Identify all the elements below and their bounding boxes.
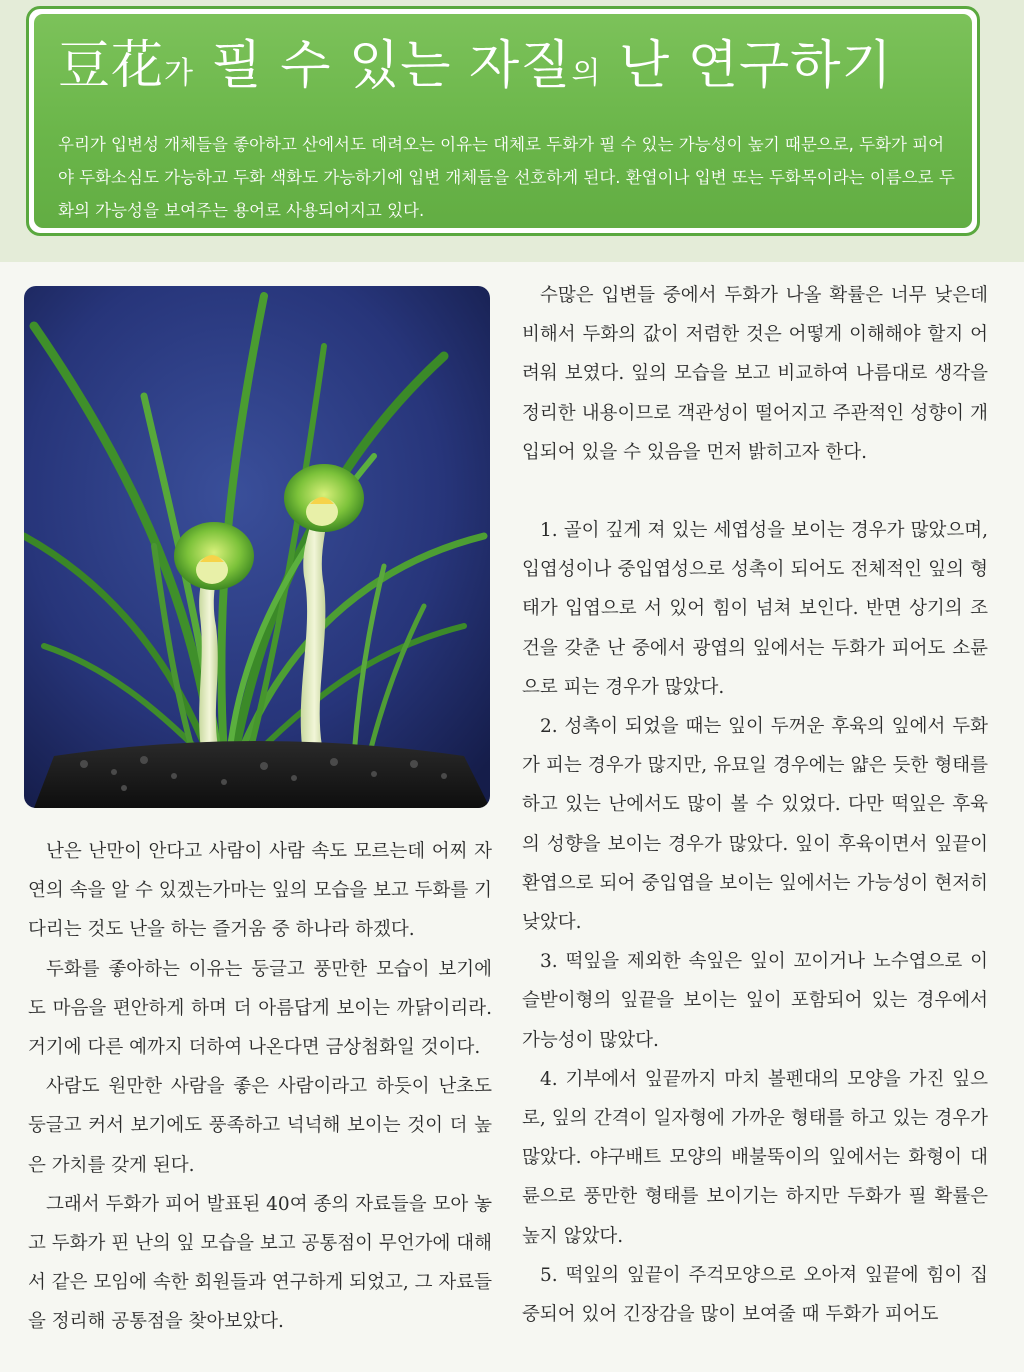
title-part-middle: 필 수 있는 자질 <box>194 36 572 96</box>
right-item-1: 1. 골이 깊게 져 있는 세엽성을 보이는 경우가 많았으며, 입엽성이나 중입엽성으로 성촉이 되어도 전체적인 잎의 형태가 입엽으로 서 있어 힘이 넘쳐 보인다. 반면 상기의 조건을 갖춘 난 중에서 광엽의 잎에서는 두화가 피어도 소륜으로 피는 경우가 많았다. <box>522 520 988 698</box>
title-part-hanja: 豆花 <box>58 36 165 96</box>
right-paragraph-intro: 수많은 입변들 중에서 두화가 나올 확률은 너무 낮은데 비해서 두화의 값이 저렴한 것은 어떻게 이해해야 할지 어려워 보였다. 잎의 모습을 보고 비교하여 나름대로 생각을 정리한 내용이므로 객관성이 떨어지고 주관적인 성향이 개입되어 있을 수 있음을 먼저 밝히고자 한다. <box>522 285 988 463</box>
orchid-photo <box>24 286 490 808</box>
left-column <box>28 832 492 1342</box>
right-item-4: 4. 기부에서 잎끝까지 마치 볼펜대의 모양을 가진 잎으로, 잎의 간격이 일자형에 가까운 형태를 하고 있는 경우가 많았다. 야구배트 모양의 배불뚝이의 잎에서는 화형이 대륜으로 풍만한 형태를 보이기는 하지만 두화가 필 확률은 높지 않았다. <box>522 1068 988 1247</box>
left-paragraph-4: 그래서 두화가 피어 발표된 40여 종의 자료들을 모아 놓고 두화가 핀 난의 잎 모습을 보고 공통점이 무언가에 대해서 같은 모임에 속한 회원들과 연구하게 되었고, 그 자료들을 정리해 공통점을 찾아보았다. <box>28 1193 492 1333</box>
left-paragraph-1: 난은 난만이 안다고 사람이 사람 속도 모르는데 어찌 자연의 속을 알 수 있겠는가마는 잎의 모습을 보고 두화를 기다리는 것도 난을 하는 즐거움 중 하나라 하겠다. <box>28 841 492 941</box>
right-item-5: 5. 떡잎의 잎끝이 주걱모양으로 오아져 잎끝에 힘이 집중되어 있어 긴장감을 많이 보여줄 때 두화가 피어도 <box>522 1264 988 1326</box>
page-title <box>58 34 893 106</box>
title-part-end: 난 연구하기 <box>601 36 893 96</box>
title-particle-ga: 가 <box>164 56 194 91</box>
left-paragraph-3: 사람도 원만한 사람을 좋은 사람이라고 하듯이 난초도 둥글고 커서 보기에도 풍족하고 넉넉해 보이는 것이 더 높은 가치를 갖게 된다. <box>28 1076 492 1176</box>
header-panel <box>34 14 972 228</box>
right-column <box>522 276 988 1334</box>
orchid-illustration <box>24 286 490 808</box>
right-item-2: 2. 성촉이 되었을 때는 잎이 두꺼운 후육의 잎에서 두화가 피는 경우가 많지만, 유묘일 경우에는 얇은 듯한 형태를 하고 있는 난에서도 많이 볼 수 있었다. 다만 떡잎은 후육의 성향을 보이는 경우가 많았다. 잎이 후육이면서 잎끝이 환엽으로 되어 중입엽을 보이는 잎에서는 가능성이 현저히 낮았다. <box>522 716 988 934</box>
header-box <box>26 6 980 236</box>
right-item-3: 3. 떡잎을 제외한 속잎은 잎이 꼬이거나 노수엽으로 이슬받이형의 잎끝을 보이는 잎이 포함되어 있는 경우에서 가능성이 많았다. <box>522 951 988 1051</box>
intro-paragraph: 우리가 입변성 개체들을 좋아하고 산에서도 데려오는 이유는 대체로 두화가 필 수 있는 가능성이 높기 때문으로, 두화가 피어야 두화소심도 가능하고 두화 색화도 가능하기에 입변 개체들을 선호하게 된다. 환엽이나 입변 또는 두화목이라는 이름으로 두화의 가능성을 보여주는 용어로 사용되어지고 있다. <box>58 135 955 220</box>
title-particle-ui: 의 <box>571 56 602 91</box>
left-paragraph-2: 두화를 좋아하는 이유는 둥글고 풍만한 모습이 보기에도 마음을 편안하게 하며 더 아름답게 보이는 까닭이리라. 거기에 다른 예까지 더하여 나온다면 금상첨화일 것이다. <box>28 958 492 1059</box>
